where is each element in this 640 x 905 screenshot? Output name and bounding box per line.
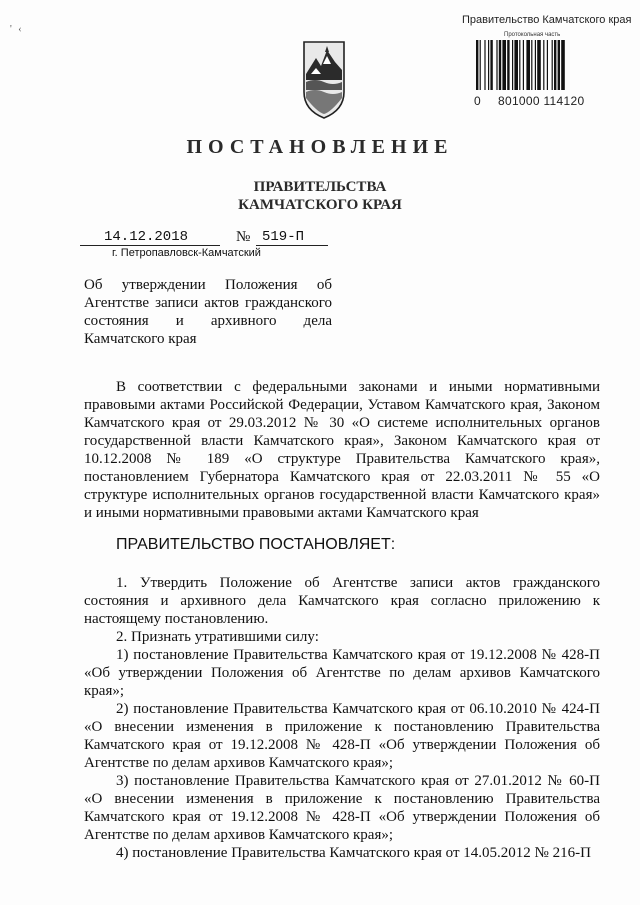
issuer-line-1: ПРАВИТЕЛЬСТВА	[253, 179, 387, 195]
list-item: 2) постановление Правительства Камчатского края от 06.10.2010 № 424-П «О внесении изменения в приложение к постановлению Правительства Камчатского края от 19.12.2008 № 428-П «Об утверждении Положения об Агентстве по делам архивов Камчатского края»;	[84, 701, 600, 771]
document-type: ПОСТАНОВЛЕНИЕ	[186, 136, 454, 158]
document-number: 519-П	[262, 229, 305, 245]
decision-items	[84, 574, 600, 862]
list-item: 1) постановление Правительства Камчатского края от 19.12.2008 № 428-П «Об утверждении Положения об Агентстве по делам архивов Камчатского края»;	[84, 647, 600, 699]
registration-stamp	[460, 14, 636, 108]
number-sign: №	[236, 229, 251, 245]
list-item: 1. Утвердить Положение об Агентстве записи актов гражданского состояния и архивного дела Камчатского края согласно приложению к настоящему постановлению.	[84, 575, 600, 627]
date-underline	[80, 245, 220, 246]
document-subject: Об утверждении Положения об Агентстве записи актов гражданского состояния и архивного дела Камчатского края	[84, 277, 332, 347]
stamp-prefix: 0	[474, 94, 481, 108]
coat-of-arms-icon	[301, 40, 347, 120]
issuer	[0, 178, 640, 214]
preamble-paragraph: В соответствии с федеральными законами и иными нормативными правовыми актами Российской Федерации, Уставом Камчатского края, Законом Камчатского края от 29.03.2012 № 30 «О системе исполнительных органов государственной власти Камчатского края», Законом Камчатского края от 10.12.2008 № 189 «О структуре Правительства Камчатского края», постановлением Губернатора Камчатского края от 22.03.2011 № 55 «О структуре исполнительных органов государственной власти Камчатского края» и иными нормативными правовыми актами Камчатского края	[84, 379, 600, 521]
list-item: 4) постановление Правительства Камчатского края от 14.05.2012 № 216-П	[116, 845, 591, 861]
stamp-title: Правительство Камчатского края	[462, 14, 632, 26]
barcode-icon	[476, 40, 634, 90]
list-item: 3) постановление Правительства Камчатского края от 27.01.2012 № 60-П «О внесении изменения в приложение к постановлению Правительства Камчатского края от 19.12.2008 № 428-П «Об утверждении Положения об Агентстве по делам архивов Камчатского края»;	[84, 773, 600, 843]
issuer-line-2: КАМЧАТСКОГО КРАЯ	[238, 197, 402, 213]
document-date: 14.12.2018	[104, 229, 189, 245]
decree-heading: ПРАВИТЕЛЬСТВО ПОСТАНОВЛЯЕТ:	[116, 536, 396, 553]
stamp-subtitle: Протокольная часть	[504, 32, 561, 38]
corner-mark: ' ‹	[10, 24, 24, 35]
stamp-number: 801000 114120	[498, 94, 585, 108]
number-underline	[256, 245, 328, 246]
document-place: г. Петропавловск-Камчатский	[112, 247, 261, 259]
list-item: 2. Признать утратившими силу:	[116, 629, 319, 645]
